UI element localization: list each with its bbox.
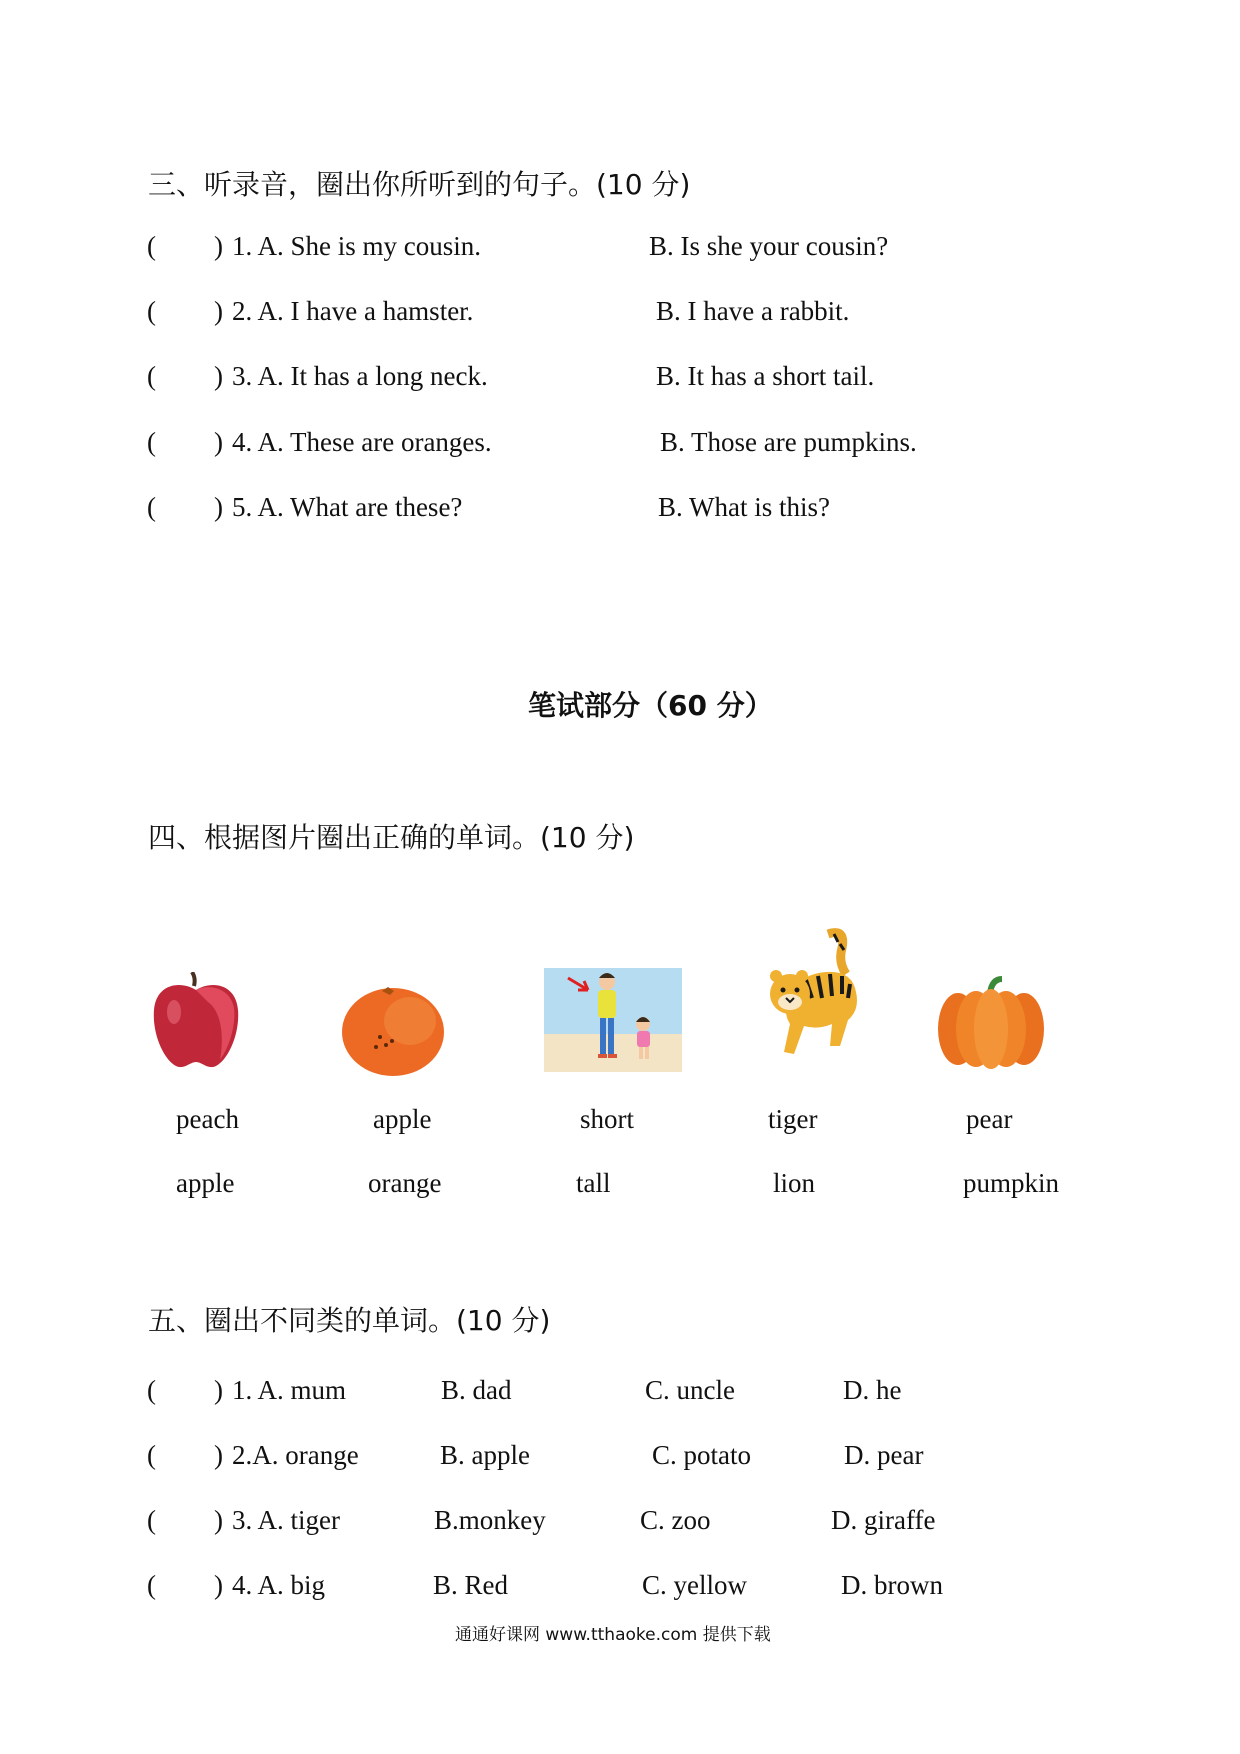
option-b: B. dad [441,1375,512,1405]
option-d: D. he [843,1375,902,1405]
page-footer: 通通好课网 www.tthaoke.com 提供下载 [455,1625,771,1645]
answer-close-bracket: ) [214,1375,223,1405]
section4-heading: 四、根据图片圈出正确的单词。(10 分) [148,821,635,854]
option-c: C. zoo [640,1505,711,1535]
option-c: C. yellow [642,1570,747,1600]
option-a: 2. A. I have a hamster. [232,296,474,326]
word-option-bottom: lion [773,1168,816,1198]
option-c: C. potato [652,1440,751,1470]
answer-close-bracket: ) [214,231,223,261]
word-option-top: pear [966,1104,1013,1134]
answer-close-bracket: ) [214,296,223,326]
word-option-bottom: orange [368,1168,442,1198]
answer-open-bracket: ( [147,492,156,522]
option-a: 5. A. What are these? [232,492,463,522]
option-c: C. uncle [645,1375,735,1405]
written-part-title: 笔试部分（60 分） [528,689,773,722]
option-a: 2.A. orange [232,1440,359,1470]
option-a: 3. A. tiger [232,1505,340,1535]
option-a: 4. A. big [232,1570,326,1600]
word-option-top: tiger [768,1104,818,1134]
word-option-top: peach [176,1104,239,1134]
option-b: B. Is she your cousin? [649,231,889,261]
option-b: B. I have a rabbit. [656,296,850,326]
answer-open-bracket: ( [147,1375,156,1405]
option-b: B. Those are pumpkins. [660,427,917,457]
option-b: B. apple [440,1440,530,1470]
answer-close-bracket: ) [214,427,223,457]
answer-close-bracket: ) [214,1440,223,1470]
option-d: D. giraffe [831,1505,936,1535]
answer-open-bracket: ( [147,361,156,391]
option-b: B.monkey [434,1505,546,1535]
option-a: 3. A. It has a long neck. [232,361,488,391]
answer-open-bracket: ( [147,427,156,457]
pumpkin-icon [938,975,1044,1069]
answer-open-bracket: ( [147,231,156,261]
option-b: B. Red [433,1570,509,1600]
answer-close-bracket: ) [214,1505,223,1535]
answer-close-bracket: ) [214,492,223,522]
answer-open-bracket: ( [147,1505,156,1535]
word-option-top: short [580,1104,634,1134]
word-option-top: apple [373,1104,432,1134]
orange-icon [340,985,446,1077]
tiger-icon [760,928,870,1068]
option-d: D. pear [844,1440,924,1470]
answer-close-bracket: ) [214,1570,223,1600]
apple-icon [150,972,242,1072]
section3-heading: 三、听录音，圈出你所听到的句子。(10 分) [148,168,691,201]
answer-open-bracket: ( [147,1570,156,1600]
option-a: 1. A. She is my cousin. [232,231,482,261]
option-b: B. It has a short tail. [656,361,875,391]
section5-heading: 五、圈出不同类的单词。(10 分) [148,1304,551,1337]
word-option-bottom: apple [176,1168,235,1198]
answer-open-bracket: ( [147,1440,156,1470]
option-a: 4. A. These are oranges. [232,427,492,457]
word-option-bottom: tall [576,1168,611,1198]
option-a: 1. A. mum [232,1375,347,1405]
answer-close-bracket: ) [214,361,223,391]
word-option-bottom: pumpkin [963,1168,1060,1198]
option-b: B. What is this? [658,492,830,522]
man-and-child-icon [544,968,682,1072]
option-d: D. brown [841,1570,943,1600]
answer-open-bracket: ( [147,296,156,326]
